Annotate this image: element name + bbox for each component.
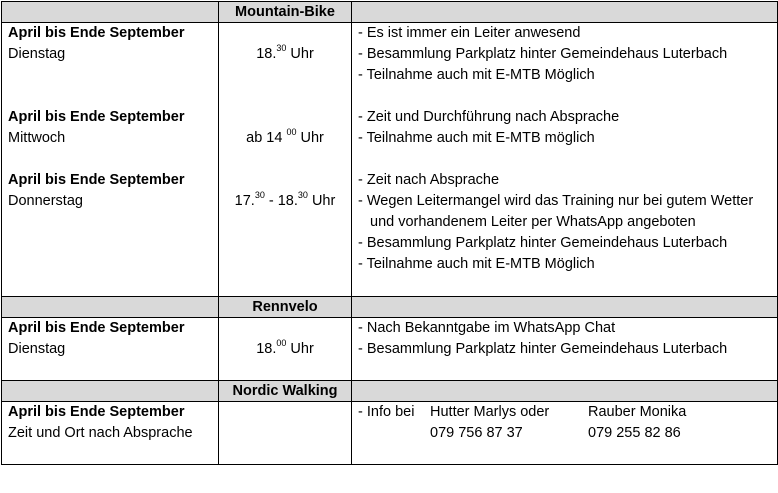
contact-1 xyxy=(430,402,588,444)
day-label: Mittwoch xyxy=(8,130,66,146)
contact-name: Hutter Marlys oder xyxy=(430,404,550,420)
info-label: - Info bei xyxy=(358,404,415,420)
note-line: - Besammlung Parkplatz hinter Gemeindehaus Luterbach xyxy=(358,46,728,62)
schedule-row xyxy=(2,402,778,465)
time-label: 18.30 Uhr xyxy=(256,43,314,62)
note-line: - Teilnahme auch mit E-MTB Möglich xyxy=(358,256,595,272)
contact-2 xyxy=(588,402,686,444)
period-label: April bis Ende September xyxy=(8,320,185,336)
day-label: Dienstag xyxy=(8,341,66,357)
time-label: ab 14 $^{00}$ Uhr xyxy=(246,127,324,146)
schedule-row xyxy=(2,23,778,297)
note-line: - Besammlung Parkplatz hinter Gemeindehaus Luterbach xyxy=(358,341,728,357)
note-line: - Besammlung Parkplatz hinter Gemeindehaus Luterbach xyxy=(358,235,728,251)
day-label: Donnerstag xyxy=(8,193,83,209)
note-line: - Es ist immer ein Leiter anwesend xyxy=(358,25,581,41)
section-title: Mountain-Bike xyxy=(219,2,352,23)
section-title: Nordic Walking xyxy=(219,381,352,402)
period-label: April bis Ende September xyxy=(8,404,185,420)
section-header-nordic-walking xyxy=(2,381,778,402)
note-line: - Zeit nach Absprache xyxy=(358,172,500,188)
contact-phone: 079 756 87 37 xyxy=(430,425,523,441)
note-line: - Zeit und Durchführung nach Absprache xyxy=(358,109,620,125)
note-line: - Teilnahme auch mit E-MTB möglich xyxy=(358,130,595,146)
note-line: - Nach Bekanntgabe im WhatsApp Chat xyxy=(358,320,616,336)
note-line: - Wegen Leitermangel wird das Training nur bei gutem Wetter und vorhandenem Leiter per WhatsApp angeboten xyxy=(358,193,754,230)
time-label: 18.00 Uhr xyxy=(256,338,314,357)
note-line: - Teilnahme auch mit E-MTB Möglich xyxy=(358,67,595,83)
period-label: April bis Ende September xyxy=(8,109,185,125)
contact-phone: 079 255 82 86 xyxy=(588,425,681,441)
section-header-rennvelo xyxy=(2,297,778,318)
period-label: April bis Ende September xyxy=(8,172,185,188)
contact-name: Rauber Monika xyxy=(588,404,687,420)
contact-info xyxy=(358,402,771,444)
section-title: Rennvelo xyxy=(219,297,352,318)
schedule-table xyxy=(1,1,778,465)
period-label: April bis Ende September xyxy=(8,25,185,41)
schedule-row xyxy=(2,318,778,381)
time-label: 17.30 - 18.30 Uhr xyxy=(234,190,336,209)
day-label: Zeit und Ort nach Absprache xyxy=(8,425,193,441)
section-header-mountain-bike xyxy=(2,2,778,23)
day-label: Dienstag xyxy=(8,46,66,62)
